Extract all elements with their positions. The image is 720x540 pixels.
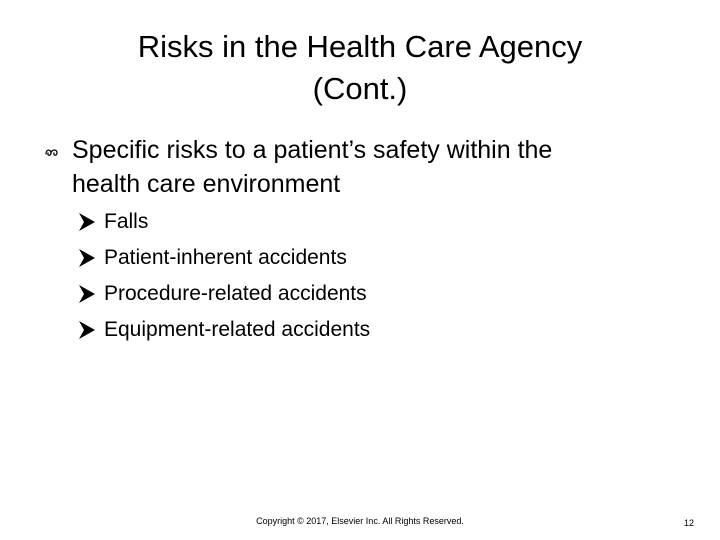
arrowhead-icon [78, 248, 96, 268]
title-line-1: Risks in the Health Care Agency [137, 29, 583, 64]
title-line-2: (Cont.) [312, 71, 408, 106]
list-item [78, 240, 370, 276]
list-item-label: Patient-inherent accidents [104, 246, 347, 269]
main-bullet-line-2: health care environment [72, 170, 341, 198]
list-item-label: Equipment-related accidents [104, 318, 371, 341]
main-bullet-line-1: Specific risks to a patient’s safety within the [72, 136, 553, 164]
list-item-label: Falls [104, 210, 149, 233]
main-bullet-text [72, 133, 672, 201]
arrowhead-icon [78, 320, 96, 340]
slide-title [60, 26, 660, 110]
list-item [78, 204, 370, 240]
list-item-label: Procedure-related accidents [104, 282, 367, 305]
copyright-footer: Copyright © 2017, Elsevier Inc. All Rights Reserved. [256, 516, 464, 526]
list-item [78, 276, 370, 312]
page-number: 12 [684, 518, 695, 528]
arrowhead-icon [78, 284, 96, 304]
list-item [78, 312, 370, 348]
sub-bullet-list [78, 204, 370, 348]
scroll-curl-icon [44, 140, 60, 164]
arrowhead-icon [78, 212, 96, 232]
